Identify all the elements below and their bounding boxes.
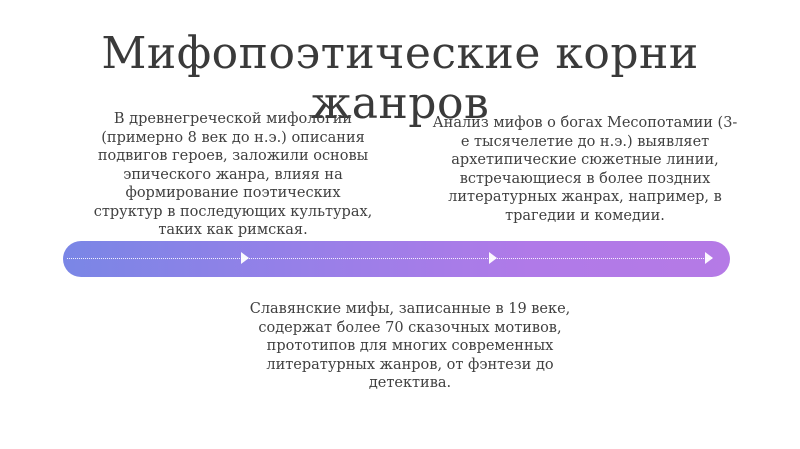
text-line: е тысячелетие до н.э.) выявляет <box>460 133 710 150</box>
timeline-dotted-line <box>67 258 712 259</box>
text-line: подвигов героев, заложили основы <box>97 148 369 164</box>
timeline-arrow-icon <box>705 252 713 264</box>
text-line: Анализ мифов о богах Месопотамии (3- <box>432 115 738 131</box>
text-line: (примерно 8 век до н.э.) описания <box>101 129 365 146</box>
text-line: архетипические сюжетные линии, <box>451 152 719 168</box>
timeline-bar <box>63 241 730 277</box>
text-line: эпического жанра, влияя на <box>123 166 343 183</box>
text-line: Славянские мифы, записанные в 19 веке, <box>249 301 571 317</box>
text-line: встречающиеся в более поздних <box>459 170 711 187</box>
text-line: литературных жанров, от фэнтези до <box>266 356 554 373</box>
slide-title-line-2: жанров <box>310 78 490 130</box>
text-line: формирование поэтических <box>125 185 341 201</box>
text-line: детектива. <box>368 375 452 391</box>
text-line: структур в последующих культурах, <box>93 203 373 220</box>
text-block-slavic <box>240 300 580 393</box>
text-line: В древнегреческой мифологии <box>113 111 353 127</box>
text-block-mesopotamia <box>420 114 750 225</box>
text-block-greek <box>78 110 388 240</box>
text-line: содержат более 70 сказочных мотивов, <box>258 319 562 336</box>
slide-title-line-1: Мифопоэтические корни <box>101 28 699 80</box>
text-line: трагедии и комедии. <box>505 207 665 224</box>
text-line: прототипов для многих современных <box>266 338 554 354</box>
text-line: литературных жанрах, например, в <box>448 189 722 205</box>
timeline-arrow-icon <box>241 252 249 264</box>
text-line: таких как римская. <box>158 222 308 238</box>
timeline-arrow-icon <box>489 252 497 264</box>
